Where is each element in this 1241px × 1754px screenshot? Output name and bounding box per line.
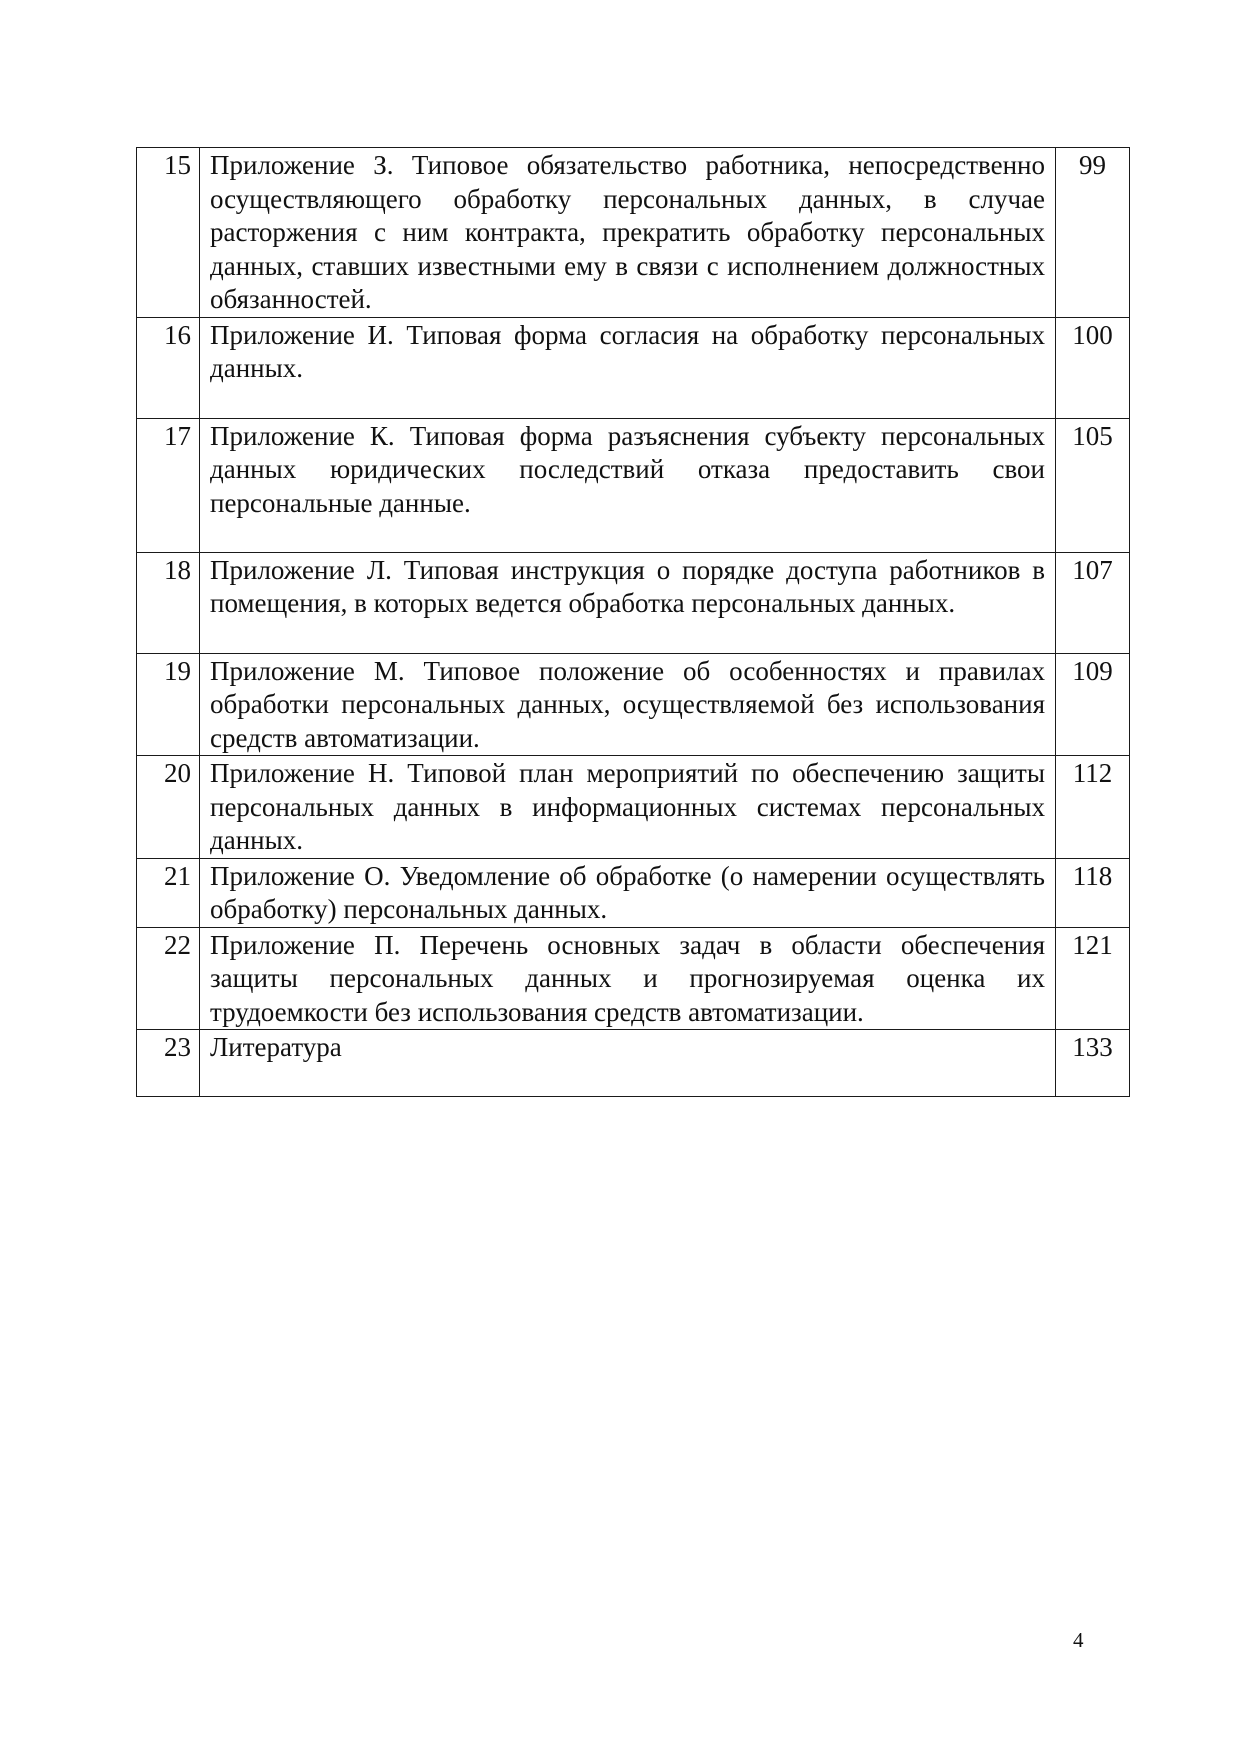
row-title: Приложение П. Перечень основных задач в области обеспечения защиты персональных данных и прогнозируемая оценка их трудоемкости без использования средств автоматизации. — [200, 927, 1056, 1030]
row-number: 17 — [137, 418, 200, 552]
table-row — [137, 552, 1130, 653]
row-number: 21 — [137, 858, 200, 927]
row-number: 16 — [137, 317, 200, 418]
row-page: 109 — [1056, 653, 1130, 756]
table-row — [137, 858, 1130, 927]
row-number: 19 — [137, 653, 200, 756]
table-row — [137, 927, 1130, 1030]
table-row — [137, 653, 1130, 756]
row-page: 112 — [1056, 756, 1130, 859]
row-page: 100 — [1056, 317, 1130, 418]
row-title: Литература — [200, 1030, 1056, 1097]
row-title: Приложение К. Типовая форма разъяснения субъекту персональных данных юридических последствий отказа предоставить свои персональные данные. — [200, 418, 1056, 552]
table-row — [137, 148, 1130, 318]
row-title: Приложение З. Типовое обязательство работника, непосредственно осуществляющего обработку персональных данных, в случае расторжения с ним контракта, прекратить обработку персональных данных, ставших известными ему в связи с исполнением должностных обязанностей. — [200, 148, 1056, 318]
table-row — [137, 756, 1130, 859]
row-page: 133 — [1056, 1030, 1130, 1097]
table-row — [137, 418, 1130, 552]
row-title: Приложение О. Уведомление об обработке (о намерении осуществлять обработку) персональных данных. — [200, 858, 1056, 927]
row-page: 121 — [1056, 927, 1130, 1030]
table-row — [137, 1030, 1130, 1097]
row-page: 118 — [1056, 858, 1130, 927]
row-number: 22 — [137, 927, 200, 1030]
row-page: 107 — [1056, 552, 1130, 653]
table-row — [137, 317, 1130, 418]
row-title: Приложение И. Типовая форма согласия на обработку персональных данных. — [200, 317, 1056, 418]
row-title: Приложение Н. Типовой план мероприятий по обеспечению защиты персональных данных в информационных системах персональных данных. — [200, 756, 1056, 859]
row-title: Приложение М. Типовое положение об особенностях и правилах обработки персональных данных, осуществляемой без использования средств автоматизации. — [200, 653, 1056, 756]
row-page: 105 — [1056, 418, 1130, 552]
table-of-contents — [136, 147, 1130, 1097]
row-page: 99 — [1056, 148, 1130, 318]
page-number: 4 — [1073, 1628, 1084, 1652]
row-number: 20 — [137, 756, 200, 859]
row-title: Приложение Л. Типовая инструкция о порядке доступа работников в помещения, в которых ведется обработка персональных данных. — [200, 552, 1056, 653]
row-number: 23 — [137, 1030, 200, 1097]
row-number: 18 — [137, 552, 200, 653]
row-number: 15 — [137, 148, 200, 318]
